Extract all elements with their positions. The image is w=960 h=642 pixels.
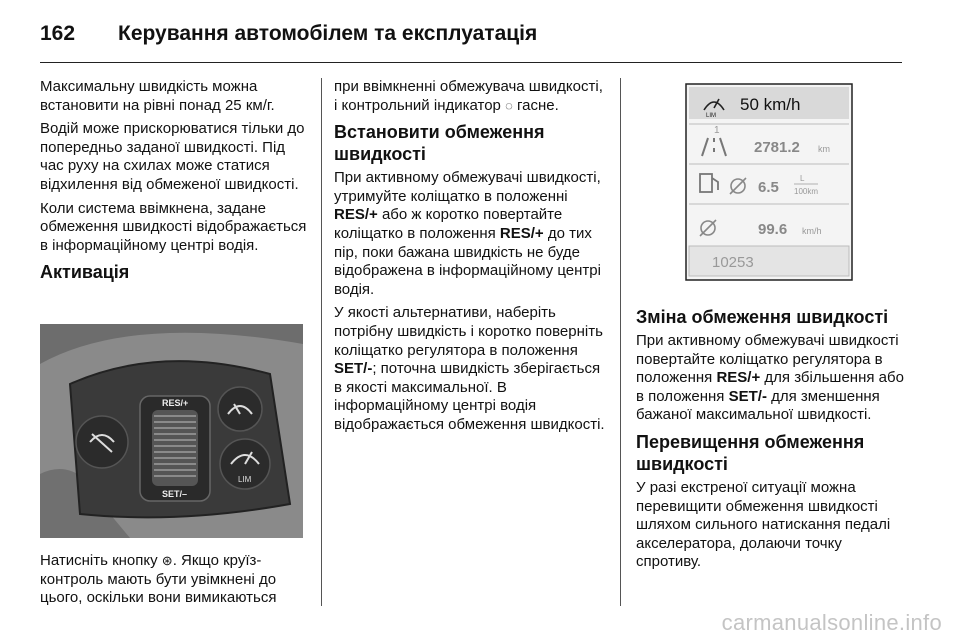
column-1 [40, 78, 312, 287]
paragraph: У разі екстреної ситуації можна перевищити обмеження швидкості шляхом сильного натискання педалі акселератора, долаючи точку спротиву. [636, 478, 891, 571]
lim-label: LIM [706, 113, 717, 119]
fuel-consumption: 6.5 [758, 179, 779, 196]
driver-info-centre-figure [636, 78, 908, 286]
section-heading-exceed-limit: Перевищення обмеження швидкості [636, 431, 865, 474]
paragraph: У якості альтернативи, наберіть потрібну швидкість і коротко поверніть коліщатко регулятора в положення SET/-; поточна швидкість зберігається в якості максимальної. В інформаційному центрі водія відображається обмеження швидкості. [334, 304, 605, 433]
average-speed: 99.6 [758, 221, 788, 238]
paragraph: При активному обмежувачі швидкості, утримуйте коліщатко в положенні RES/+ або ж коротко повертайте коліщатко в положення RES/+ до тих пір, поки бажана швидкість не буде відображена в інформаційному центрі водія. [334, 169, 601, 298]
page-header [40, 22, 537, 46]
speed-limiter-icon: ⊛ [161, 553, 173, 568]
header-rule [40, 62, 902, 63]
average-speed-unit: km/h [802, 226, 822, 236]
fuel-unit-top: L [800, 174, 805, 183]
page-number: 162 [40, 22, 76, 45]
column-divider [321, 78, 322, 606]
section-heading-activation: Активація [40, 262, 130, 283]
steering-wheel-controls-figure [40, 324, 303, 538]
watermark: carmanualsonline.info [721, 610, 942, 635]
section-heading-set-limit: Встановити обмеження швидкості [334, 122, 545, 165]
trip-unit: km [818, 144, 830, 154]
column-2 [334, 78, 609, 440]
paragraph: Максимальну швидкість можна встановити на рівні понад 25 км/г. [40, 78, 275, 114]
paragraph: Водій може прискорюватися тільки до попередньо заданої швидкості. Під час руху на схилах може статися відхилення від обмеженої швидкості. [40, 120, 305, 193]
column-1-tail: Натисніть кнопку ⊛. Якщо круїз-контроль мають бути увімкнені до цього, оскільки вони вимикаються [40, 552, 277, 607]
page-title: Керування автомобілем та експлуатація [118, 22, 538, 45]
trip-distance: 2781.2 [754, 139, 800, 156]
column-3 [636, 300, 908, 577]
section-heading-change-limit: Зміна обмеження швидкості [636, 307, 889, 327]
odometer: 10253 [712, 254, 754, 271]
set-label: SET/– [162, 489, 188, 499]
paragraph: При активному обмежувачі швидкості повертайте коліщатко регулятора в положення RES/+ для збільшення або в положення SET/- для зменшення бажаної максимальної швидкості. [636, 332, 904, 424]
indicator-icon: ◌ [505, 97, 513, 113]
speed-limit-value: 50 km/h [740, 95, 801, 114]
lim-label: LIM [238, 475, 252, 484]
trip-number: 1 [714, 125, 720, 136]
fuel-unit-bottom: 100km [794, 187, 819, 196]
column-divider [620, 78, 621, 606]
res-label: RES/+ [162, 398, 189, 408]
paragraph: Коли система ввімкнена, задане обмеження швидкості відображається в інформаційному центрі водія. [40, 199, 307, 254]
paragraph: при ввімкненні обмежувача швидкості, і контрольний індикатор ◌ гасне. [334, 78, 603, 114]
